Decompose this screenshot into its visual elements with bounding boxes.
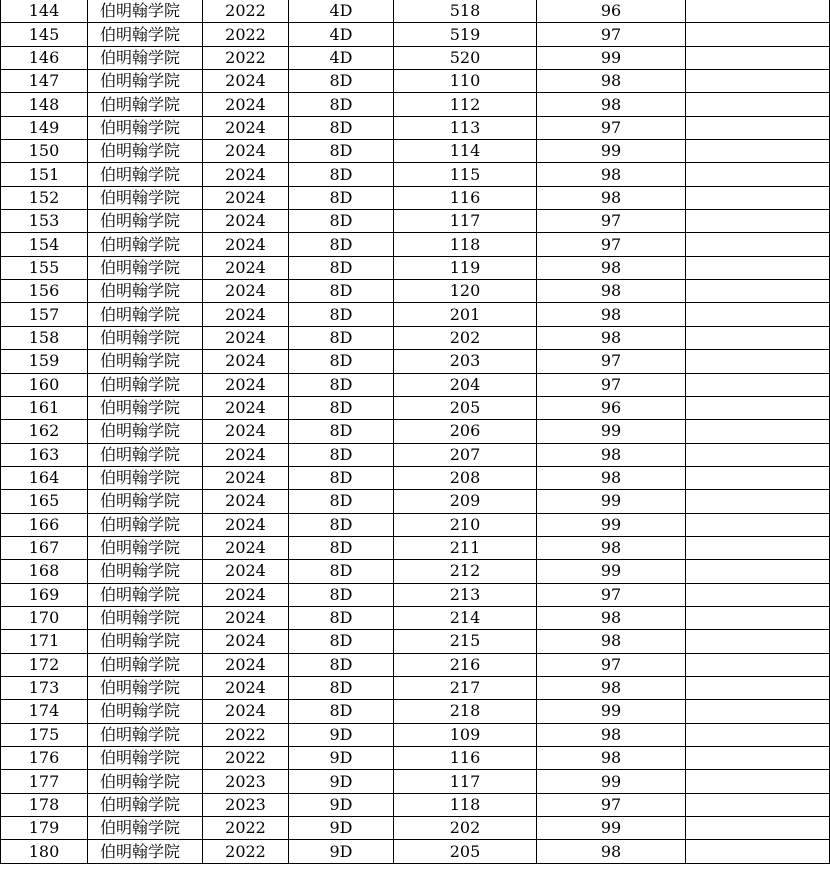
score-cell: 97 <box>537 116 686 139</box>
score-cell: 96 <box>537 0 686 23</box>
number-cell: 519 <box>394 23 537 46</box>
number-cell: 205 <box>394 840 537 863</box>
note-cell <box>686 840 830 863</box>
index-cell: 146 <box>1 46 88 69</box>
school-cell: 伯明翰学院 <box>88 46 203 69</box>
grade-cell: 8D <box>289 513 394 536</box>
table-row <box>1 606 830 629</box>
table-row <box>1 0 830 23</box>
note-cell <box>686 536 830 559</box>
grade-cell: 8D <box>289 443 394 466</box>
school-cell: 伯明翰学院 <box>88 70 203 93</box>
school-cell: 伯明翰学院 <box>88 326 203 349</box>
score-cell: 98 <box>537 536 686 559</box>
year-cell: 2024 <box>203 256 289 279</box>
year-cell: 2024 <box>203 186 289 209</box>
school-cell: 伯明翰学院 <box>88 583 203 606</box>
year-cell: 2023 <box>203 770 289 793</box>
score-cell: 98 <box>537 93 686 116</box>
score-cell: 99 <box>537 560 686 583</box>
year-cell: 2024 <box>203 326 289 349</box>
school-cell: 伯明翰学院 <box>88 723 203 746</box>
year-cell: 2022 <box>203 0 289 23</box>
grade-cell: 8D <box>289 256 394 279</box>
note-cell <box>686 256 830 279</box>
table-row <box>1 163 830 186</box>
grade-cell: 8D <box>289 396 394 419</box>
year-cell: 2024 <box>203 70 289 93</box>
number-cell: 205 <box>394 396 537 419</box>
note-cell <box>686 443 830 466</box>
grade-cell: 4D <box>289 23 394 46</box>
grade-cell: 8D <box>289 140 394 163</box>
number-cell: 208 <box>394 466 537 489</box>
table-row <box>1 303 830 326</box>
grade-cell: 4D <box>289 0 394 23</box>
year-cell: 2024 <box>203 630 289 653</box>
index-cell: 151 <box>1 163 88 186</box>
number-cell: 211 <box>394 536 537 559</box>
grade-cell: 8D <box>289 373 394 396</box>
grade-cell: 8D <box>289 350 394 373</box>
table-row <box>1 747 830 770</box>
score-cell: 98 <box>537 747 686 770</box>
grade-cell: 8D <box>289 490 394 513</box>
index-cell: 153 <box>1 210 88 233</box>
note-cell <box>686 186 830 209</box>
index-cell: 175 <box>1 723 88 746</box>
grade-cell: 8D <box>289 303 394 326</box>
note-cell <box>686 490 830 513</box>
score-cell: 98 <box>537 676 686 699</box>
score-cell: 99 <box>537 46 686 69</box>
number-cell: 202 <box>394 326 537 349</box>
grade-cell: 9D <box>289 747 394 770</box>
table-row <box>1 326 830 349</box>
note-cell <box>686 723 830 746</box>
score-cell: 97 <box>537 793 686 816</box>
table-row <box>1 817 830 840</box>
table-row <box>1 490 830 513</box>
year-cell: 2023 <box>203 793 289 816</box>
score-cell: 98 <box>537 186 686 209</box>
school-cell: 伯明翰学院 <box>88 630 203 653</box>
index-cell: 162 <box>1 420 88 443</box>
table-row <box>1 186 830 209</box>
grade-cell: 8D <box>289 536 394 559</box>
note-cell <box>686 606 830 629</box>
school-cell: 伯明翰学院 <box>88 186 203 209</box>
school-cell: 伯明翰学院 <box>88 793 203 816</box>
year-cell: 2022 <box>203 723 289 746</box>
note-cell <box>686 233 830 256</box>
year-cell: 2024 <box>203 93 289 116</box>
grade-cell: 8D <box>289 700 394 723</box>
note-cell <box>686 793 830 816</box>
score-cell: 97 <box>537 23 686 46</box>
grade-cell: 8D <box>289 186 394 209</box>
score-cell: 98 <box>537 466 686 489</box>
number-cell: 518 <box>394 0 537 23</box>
number-cell: 115 <box>394 163 537 186</box>
table-row <box>1 396 830 419</box>
school-cell: 伯明翰学院 <box>88 233 203 256</box>
table-row <box>1 676 830 699</box>
score-cell: 99 <box>537 700 686 723</box>
score-cell: 98 <box>537 840 686 863</box>
number-cell: 110 <box>394 70 537 93</box>
index-cell: 177 <box>1 770 88 793</box>
grade-cell: 8D <box>289 630 394 653</box>
note-cell <box>686 770 830 793</box>
score-cell: 97 <box>537 583 686 606</box>
number-cell: 520 <box>394 46 537 69</box>
number-cell: 109 <box>394 723 537 746</box>
index-cell: 156 <box>1 280 88 303</box>
school-cell: 伯明翰学院 <box>88 116 203 139</box>
table-row <box>1 536 830 559</box>
number-cell: 116 <box>394 747 537 770</box>
score-cell: 98 <box>537 70 686 93</box>
index-cell: 179 <box>1 817 88 840</box>
year-cell: 2024 <box>203 466 289 489</box>
note-cell <box>686 140 830 163</box>
grade-cell: 8D <box>289 280 394 303</box>
table-row <box>1 23 830 46</box>
score-cell: 97 <box>537 373 686 396</box>
note-cell <box>686 630 830 653</box>
table-row <box>1 140 830 163</box>
table-row <box>1 793 830 816</box>
score-cell: 97 <box>537 653 686 676</box>
score-cell: 98 <box>537 280 686 303</box>
school-cell: 伯明翰学院 <box>88 0 203 23</box>
table-row <box>1 420 830 443</box>
index-cell: 166 <box>1 513 88 536</box>
school-cell: 伯明翰学院 <box>88 606 203 629</box>
score-cell: 98 <box>537 326 686 349</box>
number-cell: 203 <box>394 350 537 373</box>
year-cell: 2022 <box>203 817 289 840</box>
index-cell: 178 <box>1 793 88 816</box>
index-cell: 169 <box>1 583 88 606</box>
year-cell: 2022 <box>203 840 289 863</box>
year-cell: 2022 <box>203 23 289 46</box>
number-cell: 210 <box>394 513 537 536</box>
note-cell <box>686 817 830 840</box>
number-cell: 214 <box>394 606 537 629</box>
grade-cell: 8D <box>289 326 394 349</box>
number-cell: 113 <box>394 116 537 139</box>
school-cell: 伯明翰学院 <box>88 256 203 279</box>
year-cell: 2024 <box>203 280 289 303</box>
number-cell: 112 <box>394 93 537 116</box>
number-cell: 209 <box>394 490 537 513</box>
grade-cell: 9D <box>289 840 394 863</box>
index-cell: 172 <box>1 653 88 676</box>
school-cell: 伯明翰学院 <box>88 93 203 116</box>
grade-cell: 8D <box>289 466 394 489</box>
number-cell: 218 <box>394 700 537 723</box>
year-cell: 2024 <box>203 700 289 723</box>
number-cell: 201 <box>394 303 537 326</box>
note-cell <box>686 350 830 373</box>
note-cell <box>686 420 830 443</box>
table-row <box>1 583 830 606</box>
grade-cell: 8D <box>289 93 394 116</box>
table-row <box>1 116 830 139</box>
year-cell: 2024 <box>203 116 289 139</box>
year-cell: 2024 <box>203 536 289 559</box>
number-cell: 213 <box>394 583 537 606</box>
score-cell: 99 <box>537 420 686 443</box>
table-body <box>1 0 830 863</box>
index-cell: 173 <box>1 676 88 699</box>
table-row <box>1 373 830 396</box>
year-cell: 2024 <box>203 420 289 443</box>
year-cell: 2024 <box>203 606 289 629</box>
index-cell: 148 <box>1 93 88 116</box>
table-row <box>1 560 830 583</box>
score-cell: 98 <box>537 723 686 746</box>
grade-cell: 8D <box>289 163 394 186</box>
grade-cell: 9D <box>289 723 394 746</box>
index-cell: 176 <box>1 747 88 770</box>
school-cell: 伯明翰学院 <box>88 163 203 186</box>
year-cell: 2024 <box>203 396 289 419</box>
table-row <box>1 233 830 256</box>
school-cell: 伯明翰学院 <box>88 140 203 163</box>
grade-cell: 8D <box>289 583 394 606</box>
year-cell: 2022 <box>203 46 289 69</box>
note-cell <box>686 583 830 606</box>
school-cell: 伯明翰学院 <box>88 676 203 699</box>
grade-cell: 9D <box>289 817 394 840</box>
number-cell: 207 <box>394 443 537 466</box>
grade-cell: 8D <box>289 653 394 676</box>
school-cell: 伯明翰学院 <box>88 350 203 373</box>
number-cell: 120 <box>394 280 537 303</box>
note-cell <box>686 653 830 676</box>
grade-cell: 8D <box>289 70 394 93</box>
table-row <box>1 280 830 303</box>
year-cell: 2024 <box>203 373 289 396</box>
school-cell: 伯明翰学院 <box>88 443 203 466</box>
grade-cell: 8D <box>289 420 394 443</box>
note-cell <box>686 700 830 723</box>
year-cell: 2024 <box>203 513 289 536</box>
grade-cell: 4D <box>289 46 394 69</box>
note-cell <box>686 513 830 536</box>
note-cell <box>686 210 830 233</box>
index-cell: 168 <box>1 560 88 583</box>
year-cell: 2024 <box>203 560 289 583</box>
score-cell: 98 <box>537 443 686 466</box>
index-cell: 150 <box>1 140 88 163</box>
grade-cell: 8D <box>289 116 394 139</box>
school-cell: 伯明翰学院 <box>88 490 203 513</box>
school-cell: 伯明翰学院 <box>88 466 203 489</box>
number-cell: 206 <box>394 420 537 443</box>
note-cell <box>686 303 830 326</box>
number-cell: 119 <box>394 256 537 279</box>
table-row <box>1 210 830 233</box>
table-row <box>1 46 830 69</box>
grade-cell: 8D <box>289 233 394 256</box>
table-row <box>1 93 830 116</box>
table-row <box>1 770 830 793</box>
index-cell: 164 <box>1 466 88 489</box>
year-cell: 2024 <box>203 490 289 513</box>
school-cell: 伯明翰学院 <box>88 513 203 536</box>
year-cell: 2024 <box>203 350 289 373</box>
note-cell <box>686 326 830 349</box>
index-cell: 171 <box>1 630 88 653</box>
table-row <box>1 840 830 863</box>
school-cell: 伯明翰学院 <box>88 653 203 676</box>
score-cell: 97 <box>537 210 686 233</box>
score-cell: 99 <box>537 513 686 536</box>
note-cell <box>686 93 830 116</box>
grade-cell: 8D <box>289 676 394 699</box>
number-cell: 216 <box>394 653 537 676</box>
school-cell: 伯明翰学院 <box>88 817 203 840</box>
table-row <box>1 466 830 489</box>
school-cell: 伯明翰学院 <box>88 280 203 303</box>
number-cell: 118 <box>394 793 537 816</box>
score-cell: 99 <box>537 817 686 840</box>
index-cell: 159 <box>1 350 88 373</box>
note-cell <box>686 70 830 93</box>
score-cell: 97 <box>537 233 686 256</box>
score-cell: 96 <box>537 396 686 419</box>
index-cell: 145 <box>1 23 88 46</box>
score-cell: 99 <box>537 140 686 163</box>
year-cell: 2024 <box>203 233 289 256</box>
school-cell: 伯明翰学院 <box>88 303 203 326</box>
score-cell: 99 <box>537 770 686 793</box>
school-cell: 伯明翰学院 <box>88 770 203 793</box>
year-cell: 2024 <box>203 303 289 326</box>
score-cell: 98 <box>537 606 686 629</box>
index-cell: 157 <box>1 303 88 326</box>
note-cell <box>686 280 830 303</box>
number-cell: 202 <box>394 817 537 840</box>
index-cell: 165 <box>1 490 88 513</box>
score-cell: 98 <box>537 256 686 279</box>
index-cell: 170 <box>1 606 88 629</box>
number-cell: 117 <box>394 210 537 233</box>
grade-cell: 9D <box>289 770 394 793</box>
score-cell: 98 <box>537 303 686 326</box>
index-cell: 167 <box>1 536 88 559</box>
score-cell: 99 <box>537 490 686 513</box>
score-cell: 97 <box>537 350 686 373</box>
number-cell: 118 <box>394 233 537 256</box>
note-cell <box>686 396 830 419</box>
note-cell <box>686 23 830 46</box>
number-cell: 117 <box>394 770 537 793</box>
note-cell <box>686 747 830 770</box>
index-cell: 144 <box>1 0 88 23</box>
grade-cell: 8D <box>289 210 394 233</box>
number-cell: 217 <box>394 676 537 699</box>
note-cell <box>686 676 830 699</box>
grade-cell: 9D <box>289 793 394 816</box>
year-cell: 2024 <box>203 140 289 163</box>
grade-cell: 8D <box>289 606 394 629</box>
note-cell <box>686 163 830 186</box>
year-cell: 2024 <box>203 443 289 466</box>
note-cell <box>686 560 830 583</box>
school-cell: 伯明翰学院 <box>88 210 203 233</box>
score-cell: 98 <box>537 163 686 186</box>
number-cell: 116 <box>394 186 537 209</box>
note-cell <box>686 466 830 489</box>
score-cell: 98 <box>537 630 686 653</box>
index-cell: 174 <box>1 700 88 723</box>
year-cell: 2024 <box>203 163 289 186</box>
index-cell: 161 <box>1 396 88 419</box>
grade-cell: 8D <box>289 560 394 583</box>
index-cell: 152 <box>1 186 88 209</box>
index-cell: 180 <box>1 840 88 863</box>
note-cell <box>686 46 830 69</box>
note-cell <box>686 373 830 396</box>
table-row <box>1 513 830 536</box>
note-cell <box>686 116 830 139</box>
note-cell <box>686 0 830 23</box>
table-row <box>1 443 830 466</box>
table-row <box>1 723 830 746</box>
index-cell: 149 <box>1 116 88 139</box>
index-cell: 160 <box>1 373 88 396</box>
year-cell: 2024 <box>203 653 289 676</box>
index-cell: 155 <box>1 256 88 279</box>
school-cell: 伯明翰学院 <box>88 840 203 863</box>
school-cell: 伯明翰学院 <box>88 560 203 583</box>
index-cell: 147 <box>1 70 88 93</box>
school-cell: 伯明翰学院 <box>88 747 203 770</box>
index-cell: 154 <box>1 233 88 256</box>
index-cell: 163 <box>1 443 88 466</box>
table-row <box>1 256 830 279</box>
number-cell: 215 <box>394 630 537 653</box>
number-cell: 212 <box>394 560 537 583</box>
year-cell: 2022 <box>203 747 289 770</box>
school-cell: 伯明翰学院 <box>88 700 203 723</box>
year-cell: 2024 <box>203 676 289 699</box>
table-row <box>1 653 830 676</box>
school-cell: 伯明翰学院 <box>88 23 203 46</box>
school-cell: 伯明翰学院 <box>88 373 203 396</box>
school-cell: 伯明翰学院 <box>88 536 203 559</box>
year-cell: 2024 <box>203 210 289 233</box>
number-cell: 114 <box>394 140 537 163</box>
table-row <box>1 350 830 373</box>
year-cell: 2024 <box>203 583 289 606</box>
table-row <box>1 630 830 653</box>
table-row <box>1 700 830 723</box>
school-cell: 伯明翰学院 <box>88 420 203 443</box>
index-cell: 158 <box>1 326 88 349</box>
table-row <box>1 70 830 93</box>
school-cell: 伯明翰学院 <box>88 396 203 419</box>
number-cell: 204 <box>394 373 537 396</box>
